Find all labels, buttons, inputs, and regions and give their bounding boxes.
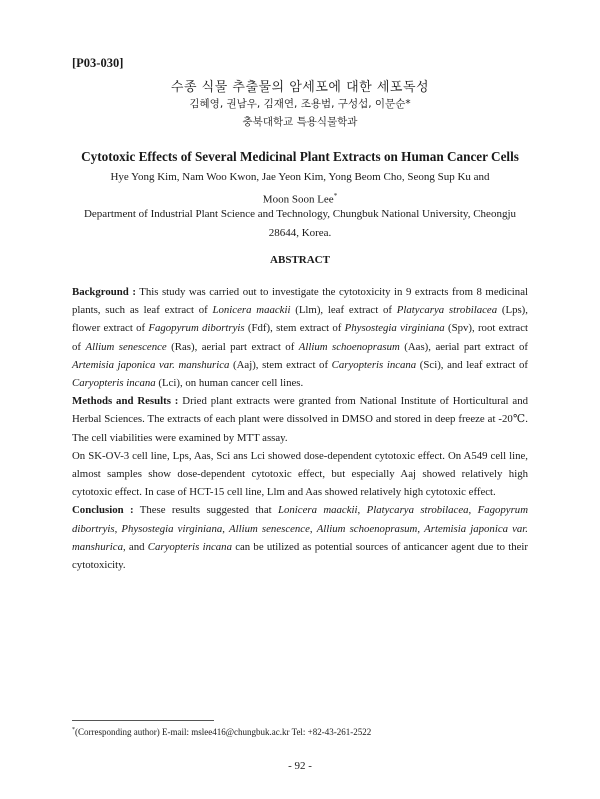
page-number: - 92 - <box>288 760 312 772</box>
abstract-heading: ABSTRACT <box>270 254 330 266</box>
species-name: Allium schoenoprasum <box>316 522 418 535</box>
species-name: Allium senescence <box>229 522 310 535</box>
species-name: Caryopteris incana <box>72 377 156 390</box>
authors-line-2: Moon Soon Lee <box>262 193 334 206</box>
text-run: This study was carried out to investigate the cytotoxicity in 9 extracts from 8 medicinal plants, such as leaf extract of <box>72 286 528 317</box>
results-paragraph: On SK-OV-3 cell line, Lps, Aas, Sci ans Lci showed dose-dependent cytotoxic effect. On A549 cell line, almost samples show dose-dependent cytotoxic effect, but especially Aaj showed relatively high cytotoxic effect. In case of HCT-15 cell line, Llm and Aas showed relatively high cytotoxic effect. <box>72 449 528 499</box>
text-run: can be utilized as potential sources of anticancer agent due to their cytotoxicity. <box>72 540 529 572</box>
conclusion-paragraph <box>72 501 528 574</box>
background-label: Background : <box>72 286 136 298</box>
poster-code: [P03-030] <box>72 56 124 70</box>
text-run: , <box>222 522 230 535</box>
species-name: Fagopyrum dibortryis <box>148 322 245 335</box>
species-name: Allium schoenoprasum <box>298 340 400 353</box>
text-run: , and <box>123 540 148 553</box>
species-name: Caryopteris incana <box>147 540 232 553</box>
english-department: Department of Industrial Plant Science and Technology, Chungbuk National University, Cheongju 28644, Korea. <box>83 208 516 239</box>
text-run: (Sci), and leaf extract of <box>416 358 529 371</box>
korean-department: 충북대학교 특용식물학과 <box>242 116 358 128</box>
corresponding-mark: * <box>333 192 338 200</box>
species-name: Artemisia japonica var. manshurica <box>72 522 529 553</box>
text-run: , <box>309 522 317 535</box>
species-name: Lonicera maackii <box>212 304 291 317</box>
conclusion-label: Conclusion : <box>72 504 134 517</box>
text-run: (Ras), aerial part extract of <box>166 340 299 353</box>
text-run: (Lci), on human cancer cell lines. <box>155 377 304 390</box>
species-name: Allium senescence <box>85 340 167 353</box>
text-run: (Aaj), stem extract of <box>229 358 332 371</box>
species-name: Platycarya strobilacea <box>366 504 469 517</box>
text-run: (Fdf), stem extract of <box>244 322 345 335</box>
text-run: , <box>468 504 478 517</box>
text-run: (Llm), leaf extract of <box>290 304 397 317</box>
species-name: Fagopyrum dibortryis <box>72 504 528 535</box>
authors-line-1: Hye Yong Kim, Nam Woo Kwon, Jae Yeon Kim, Yong Beom Cho, Seong Sup Ku and <box>110 171 490 183</box>
text-run: , <box>357 504 367 517</box>
footnote <box>72 727 371 737</box>
korean-title: 수종 식물 추출물의 암세포에 대한 세포독성 <box>170 80 430 95</box>
text-run: , <box>114 522 122 535</box>
korean-authors: 김혜영, 권남우, 김재연, 조용범, 구성섭, 이문순* <box>189 98 411 110</box>
text-run: These results suggested that <box>133 504 278 517</box>
species-name: Artemisia japonica var. manshurica <box>72 358 230 371</box>
text-run: (Spv), root extract of <box>72 322 528 353</box>
species-name: Physostegia virginiana <box>121 522 223 535</box>
footnote-text: (Corresponding author) E-mail: mslee416@chungbuk.ac.kr Tel: +82-43-261-2522 <box>75 727 372 737</box>
english-title: Cytotoxic Effects of Several Medicinal Plant Extracts on Human Cancer Cells <box>81 149 519 164</box>
background-paragraph <box>72 283 528 392</box>
species-name: Caryopteris incana <box>331 358 417 371</box>
footnote-divider <box>72 720 214 721</box>
footnote-mark: * <box>72 727 75 733</box>
text-run: , <box>417 522 425 535</box>
species-name: Platycarya strobilacea <box>396 304 498 317</box>
text-run: Dried plant extracts were granted from National Institute of Horticultural and Herbal Sciences. The extracts of each plant were dissolved in DMSO and stored in deep freeze at -20℃. The cell viabilities were examined by MTT assay. <box>72 395 528 444</box>
species-name: Physostegia virginiana <box>344 322 445 335</box>
methods-paragraph <box>72 392 528 447</box>
text-run: (Lps), flower extract of <box>72 304 528 335</box>
text-run: (Aas), aerial part extract of <box>399 340 528 353</box>
species-name: Lonicera maackii <box>277 504 358 517</box>
abstract-body <box>72 283 528 574</box>
methods-label: Methods and Results : <box>72 395 179 408</box>
english-authors <box>70 168 530 210</box>
